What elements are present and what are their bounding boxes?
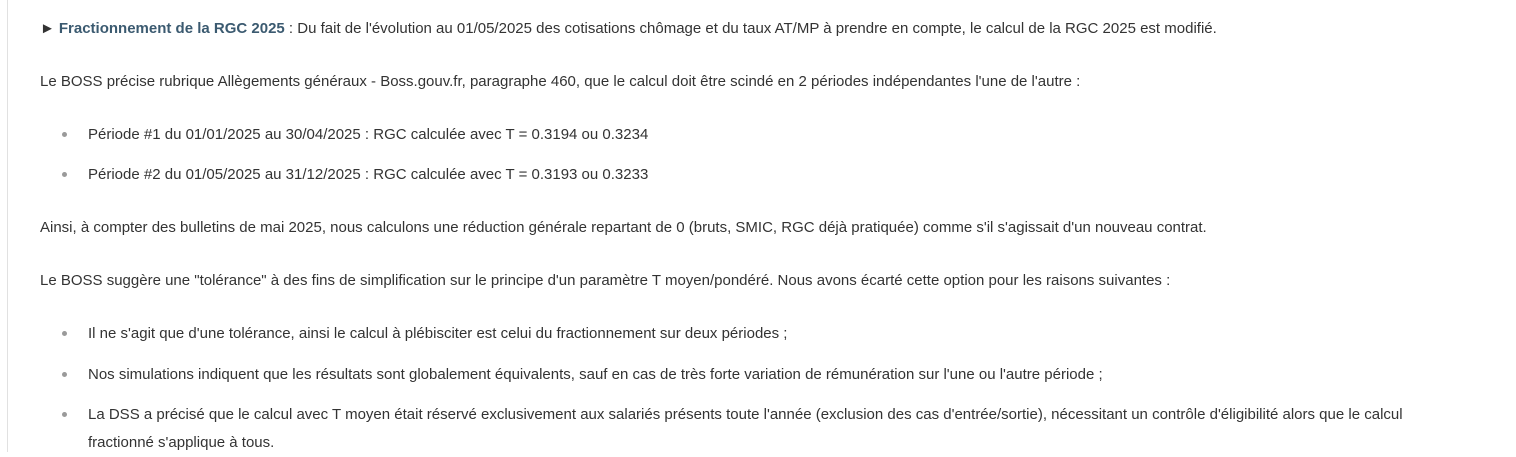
bullet-icon bbox=[62, 331, 67, 336]
bullet-icon bbox=[62, 412, 67, 417]
list-item-text: Il ne s'agit que d'une tolérance, ainsi le calcul à plébisciter est celui du fractionnement sur deux périodes ; bbox=[88, 325, 788, 342]
list-item-text: Nos simulations indiquent que les résultats sont globalement équivalents, sauf en cas de très forte variation de rémunération sur l'une ou l'autre période ; bbox=[88, 366, 1103, 383]
intro-paragraph bbox=[40, 19, 1217, 39]
list-item-reason-2 bbox=[88, 361, 1103, 389]
intro-text: : Du fait de l'évolution au 01/05/2025 des cotisations chômage et du taux AT/MP à prendre en compte, le calcul de la RGC 2025 est modifié. bbox=[284, 20, 1217, 37]
content-left-border bbox=[7, 0, 8, 452]
intro-title: Fractionnement de la RGC 2025 bbox=[58, 20, 285, 37]
list-item-reason-3 bbox=[88, 401, 1458, 457]
boss-paragraph: Le BOSS précise rubrique Allègements généraux - Boss.gouv.fr, paragraphe 460, que le calcul doit être scindé en 2 périodes indépendantes l'une de l'autre : bbox=[40, 73, 1081, 90]
bullet-icon bbox=[62, 132, 67, 137]
bullet-icon bbox=[62, 372, 67, 377]
list-item-text: La DSS a précisé que le calcul avec T moyen était réservé exclusivement aux salariés présents toute l'année (exclusion des cas d'entrée/sortie), nécessitant un contrôle d'éligibilité alors que le calcul fractionné s'applique à tous. bbox=[88, 406, 1403, 451]
may-paragraph: Ainsi, à compter des bulletins de mai 2025, nous calculons une réduction générale repartant de 0 (bruts, SMIC, RGC déjà pratiquée) comme s'il s'agissait d'un nouveau contrat. bbox=[40, 219, 1207, 236]
list-item-period-2 bbox=[88, 161, 648, 189]
list-item-text: Période #2 du 01/05/2025 au 31/12/2025 : RGC calculée avec T = 0.3193 ou 0.3233 bbox=[88, 166, 649, 183]
arrow-icon: ► bbox=[40, 20, 55, 37]
list-item-reason-1 bbox=[88, 320, 787, 348]
list-item-period-1 bbox=[88, 121, 648, 149]
list-item-text: Période #1 du 01/01/2025 au 30/04/2025 : RGC calculée avec T = 0.3194 ou 0.3234 bbox=[88, 126, 649, 143]
tolerance-paragraph: Le BOSS suggère une "tolérance" à des fins de simplification sur le principe d'un paramètre T moyen/pondéré. Nous avons écarté cette option pour les raisons suivantes : bbox=[40, 272, 1171, 289]
bullet-icon bbox=[62, 172, 67, 177]
